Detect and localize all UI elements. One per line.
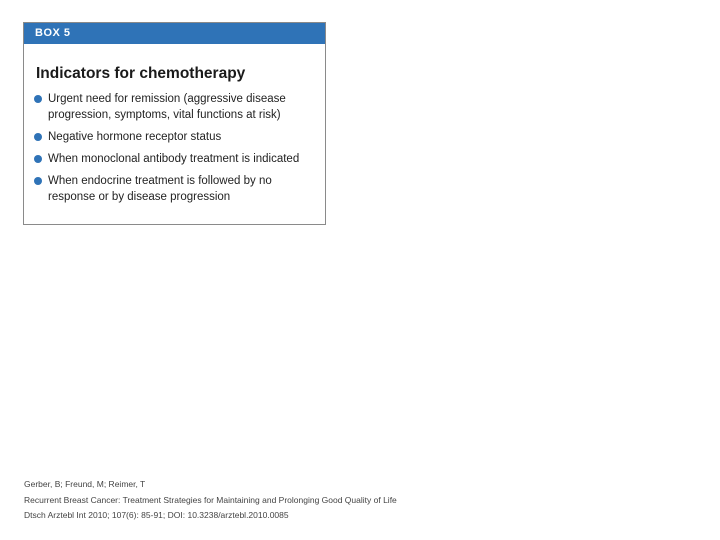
bullet-icon — [34, 177, 42, 185]
list-item — [34, 151, 319, 167]
info-box — [23, 22, 326, 225]
list-item — [34, 173, 319, 205]
list-item — [34, 91, 319, 123]
box-label: BOX 5 — [24, 23, 325, 44]
citation-reference: Dtsch Arztebl Int 2010; 107(6): 85-91; DOI: 10.3238/arztebl.2010.0085 — [24, 510, 289, 520]
list-item-text: Urgent need for remission (aggressive disease progression, symptoms, vital functions at risk) — [48, 93, 286, 121]
list-item — [34, 129, 319, 145]
list-item-text: When monoclonal antibody treatment is indicated — [48, 153, 300, 165]
bullet-icon — [34, 95, 42, 103]
citation-title: Recurrent Breast Cancer: Treatment Strategies for Maintaining and Prolonging Good Quality of Life — [24, 494, 397, 505]
box-title: Indicators for chemotherapy — [36, 65, 246, 82]
indicator-list — [34, 91, 319, 211]
bullet-icon — [34, 133, 42, 141]
citation-authors: Gerber, B; Freund, M; Reimer, T — [24, 479, 146, 489]
citation — [24, 477, 397, 524]
list-item-text: When endocrine treatment is followed by no response or by disease progression — [48, 175, 272, 203]
list-item-text: Negative hormone receptor status — [48, 131, 222, 143]
bullet-icon — [34, 155, 42, 163]
